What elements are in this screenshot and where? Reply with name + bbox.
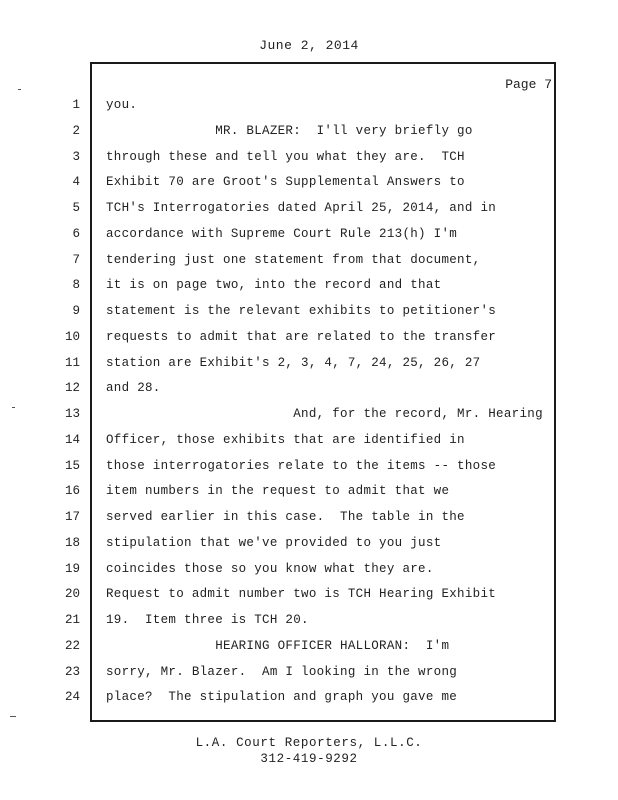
- line-number: 8: [72, 278, 80, 292]
- line-number: 3: [72, 150, 80, 164]
- scan-speck: [18, 89, 21, 90]
- line-text: Exhibit 70 are Groot's Supplemental Answers to: [106, 175, 465, 189]
- line-number: 12: [64, 381, 80, 395]
- line-number: 4: [72, 175, 80, 189]
- footer-company: L.A. Court Reporters, L.L.C.: [195, 736, 423, 750]
- line-number: 11: [64, 356, 80, 370]
- line-text: item numbers in the request to admit that we: [106, 484, 450, 498]
- line-text: it is on page two, into the record and that: [106, 278, 442, 292]
- line-number: 24: [64, 690, 80, 704]
- line-number: 10: [64, 330, 80, 344]
- line-text: 19. Item three is TCH 20.: [106, 613, 309, 627]
- scan-speck: [12, 407, 15, 408]
- line-number: 18: [64, 536, 80, 550]
- line-number: 6: [72, 227, 80, 241]
- line-text: Request to admit number two is TCH Hearing Exhibit: [106, 587, 497, 601]
- page-number-label: Page 7: [505, 77, 552, 92]
- line-text: Officer, those exhibits that are identified in: [106, 433, 465, 447]
- line-number: 13: [64, 407, 80, 421]
- line-text: tendering just one statement from that document,: [106, 253, 481, 267]
- line-text: station are Exhibit's 2, 3, 4, 7, 24, 25, 26, 27: [106, 356, 481, 370]
- scan-speck: [10, 716, 16, 717]
- line-text: and 28.: [106, 381, 161, 395]
- footer-phone: 312-419-9292: [260, 752, 358, 766]
- line-text: coincides those so you know what they are.: [106, 562, 434, 576]
- line-text: through these and tell you what they are. TCH: [106, 150, 465, 164]
- line-number: 19: [64, 562, 80, 576]
- line-text: statement is the relevant exhibits to petitioner's: [106, 304, 497, 318]
- line-number: 17: [64, 510, 80, 524]
- line-text: MR. BLAZER: I'll very briefly go: [106, 124, 473, 138]
- line-text: stipulation that we've provided to you just: [106, 536, 442, 550]
- line-number: 14: [64, 433, 80, 447]
- line-number: 21: [64, 613, 80, 627]
- line-number: 5: [72, 201, 80, 215]
- line-number: 20: [64, 587, 80, 601]
- line-number: 15: [64, 459, 80, 473]
- line-text: served earlier in this case. The table in the: [106, 510, 465, 524]
- line-text: sorry, Mr. Blazer. Am I looking in the wrong: [106, 665, 458, 679]
- line-number: 7: [72, 253, 80, 267]
- line-number: 2: [72, 124, 80, 138]
- line-text: place? The stipulation and graph you gave me: [106, 690, 458, 704]
- line-number: 1: [72, 98, 80, 112]
- line-number: 9: [72, 304, 80, 318]
- line-text: accordance with Supreme Court Rule 213(h) I'm: [106, 227, 458, 241]
- line-number: 16: [64, 484, 80, 498]
- line-text: you.: [106, 98, 138, 112]
- line-text: those interrogatories relate to the items -- those: [106, 459, 497, 473]
- line-text: TCH's Interrogatories dated April 25, 2014, and in: [106, 201, 497, 215]
- line-text: And, for the record, Mr. Hearing: [106, 407, 543, 421]
- line-text: HEARING OFFICER HALLORAN: I'm: [106, 639, 450, 653]
- line-text: requests to admit that are related to the transfer: [106, 330, 497, 344]
- header-date: June 2, 2014: [259, 38, 359, 53]
- line-number: 23: [64, 665, 80, 679]
- line-number: 22: [64, 639, 80, 653]
